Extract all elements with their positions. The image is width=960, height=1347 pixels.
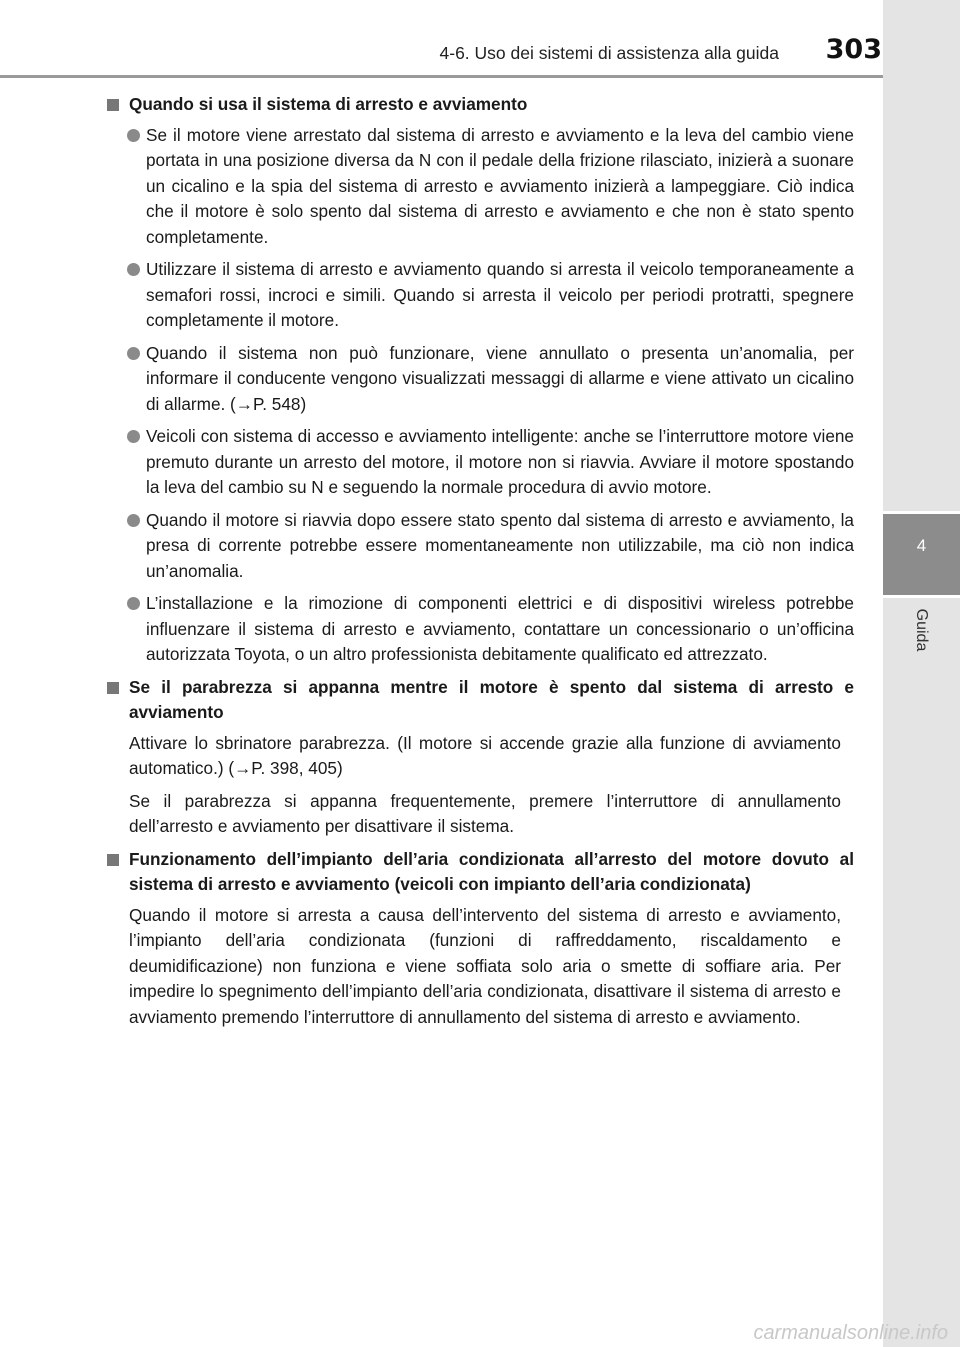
chapter-label: Guida — [913, 608, 930, 652]
list-item-text: Quando il sistema non può funzionare, viene annullato o presenta un’anomalia, per informare il conducente vengono visualizzati messaggi di allarme e viene attivato un cicalino di allarme. (→P. 548) — [146, 342, 854, 414]
list-item — [107, 257, 854, 334]
page-header — [0, 0, 960, 80]
circle-bullet-icon — [127, 263, 140, 276]
square-bullet-icon — [107, 99, 119, 111]
header-divider — [0, 75, 960, 78]
section-heading-text: Se il parabrezza si appanna mentre il motore è spento dal sistema di arresto e avviamento — [129, 676, 854, 722]
circle-bullet-icon — [127, 347, 140, 360]
section-heading — [107, 675, 854, 726]
paragraph: Quando il motore si arresta a causa dell’intervento del sistema di arresto e avviamento, l’impianto dell’aria condizionata (funzioni di raffreddamento, riscaldamento e deumidificazione) non funziona e viene soffiata solo aria o smette di soffiare aria. Per impedire lo spegnimento dell’impianto dell’aria condizionata, disattivare il sistema di arresto e avviamento premendo l’interruttore di annullamento del sistema di arresto e avviamento. — [129, 904, 841, 1027]
circle-bullet-icon — [127, 514, 140, 527]
square-bullet-icon — [107, 682, 119, 694]
section-heading-text: Quando si usa il sistema di arresto e avviamento — [129, 94, 528, 114]
list-item — [107, 508, 854, 585]
circle-bullet-icon — [127, 597, 140, 610]
list-item-text: L’installazione e la rimozione di componenti elettrici e di dispositivi wireless potrebbe influenzare il sistema di arresto e avviamento, contattare un concessionario o un’officina autorizzata Toyota, o un altro professionista debitamente qualificato ed attrezzato. — [146, 593, 854, 664]
list-item-text: Quando il motore si riavvia dopo essere stato spento dal sistema di arresto e avviamento, la presa di corrente potrebbe essere momentaneamente non utilizzabile, ma ciò non indica un’anomalia. — [146, 509, 854, 581]
section-title: 4-6. Uso dei sistemi di assistenza alla guida — [439, 43, 779, 63]
page-number: 303 — [825, 34, 882, 65]
section-heading — [107, 847, 854, 898]
circle-bullet-icon — [127, 129, 140, 142]
list-item — [107, 123, 854, 251]
list-item-text: Veicoli con sistema di accesso e avviamento intelligente: anche se l’interruttore motore viene premuto durante un arresto del motore, il motore non si riavvia. Avviare il motore spostando la leva del cambio su N e seguendo la normale procedura di avvio motore. — [146, 426, 854, 497]
main-content — [107, 92, 854, 1037]
section-heading-text: Funzionamento dell’impianto dell’aria condizionata all’arresto del motore dovuto al sistema di arresto e avviamento (veicoli con impianto dell’aria condizionata) — [129, 848, 854, 894]
side-tab-upper — [883, 0, 960, 511]
side-tab-lower — [883, 598, 960, 1347]
paragraph: Se il parabrezza si appanna frequentemente, premere l’interruttore di annullamento dell’arresto e avviamento per disattivare il sistema. — [129, 790, 841, 836]
list-item — [107, 591, 854, 668]
section-heading — [107, 92, 854, 118]
chapter-number: 4 — [916, 536, 927, 555]
list-item-text: Utilizzare il sistema di arresto e avviamento quando si arresta il veicolo temporaneamente a semafori rossi, incroci e simili. Quando si arresta il veicolo per periodi protratti, spegnere completamente il motore. — [146, 259, 854, 330]
list-item — [107, 424, 854, 501]
watermark: carmanualsonline.info — [753, 1322, 948, 1344]
square-bullet-icon — [107, 854, 119, 866]
circle-bullet-icon — [127, 430, 140, 443]
paragraph: Attivare lo sbrinatore parabrezza. (Il motore si accende grazie alla funzione di avviamento automatico.) (→P. 398, 405) — [129, 732, 841, 778]
list-item — [107, 341, 854, 418]
list-item-text: Se il motore viene arrestato dal sistema di arresto e avviamento e la leva del cambio viene portata in una posizione diversa da N con il pedale della frizione rilasciato, inizierà a suonare un cicalino e la spia del sistema di arresto e avviamento inizierà a lampeggiare. Ciò indica che il motore è solo spento dal sistema di arresto e avviamento e che non è stato spento completamente. — [146, 124, 854, 247]
